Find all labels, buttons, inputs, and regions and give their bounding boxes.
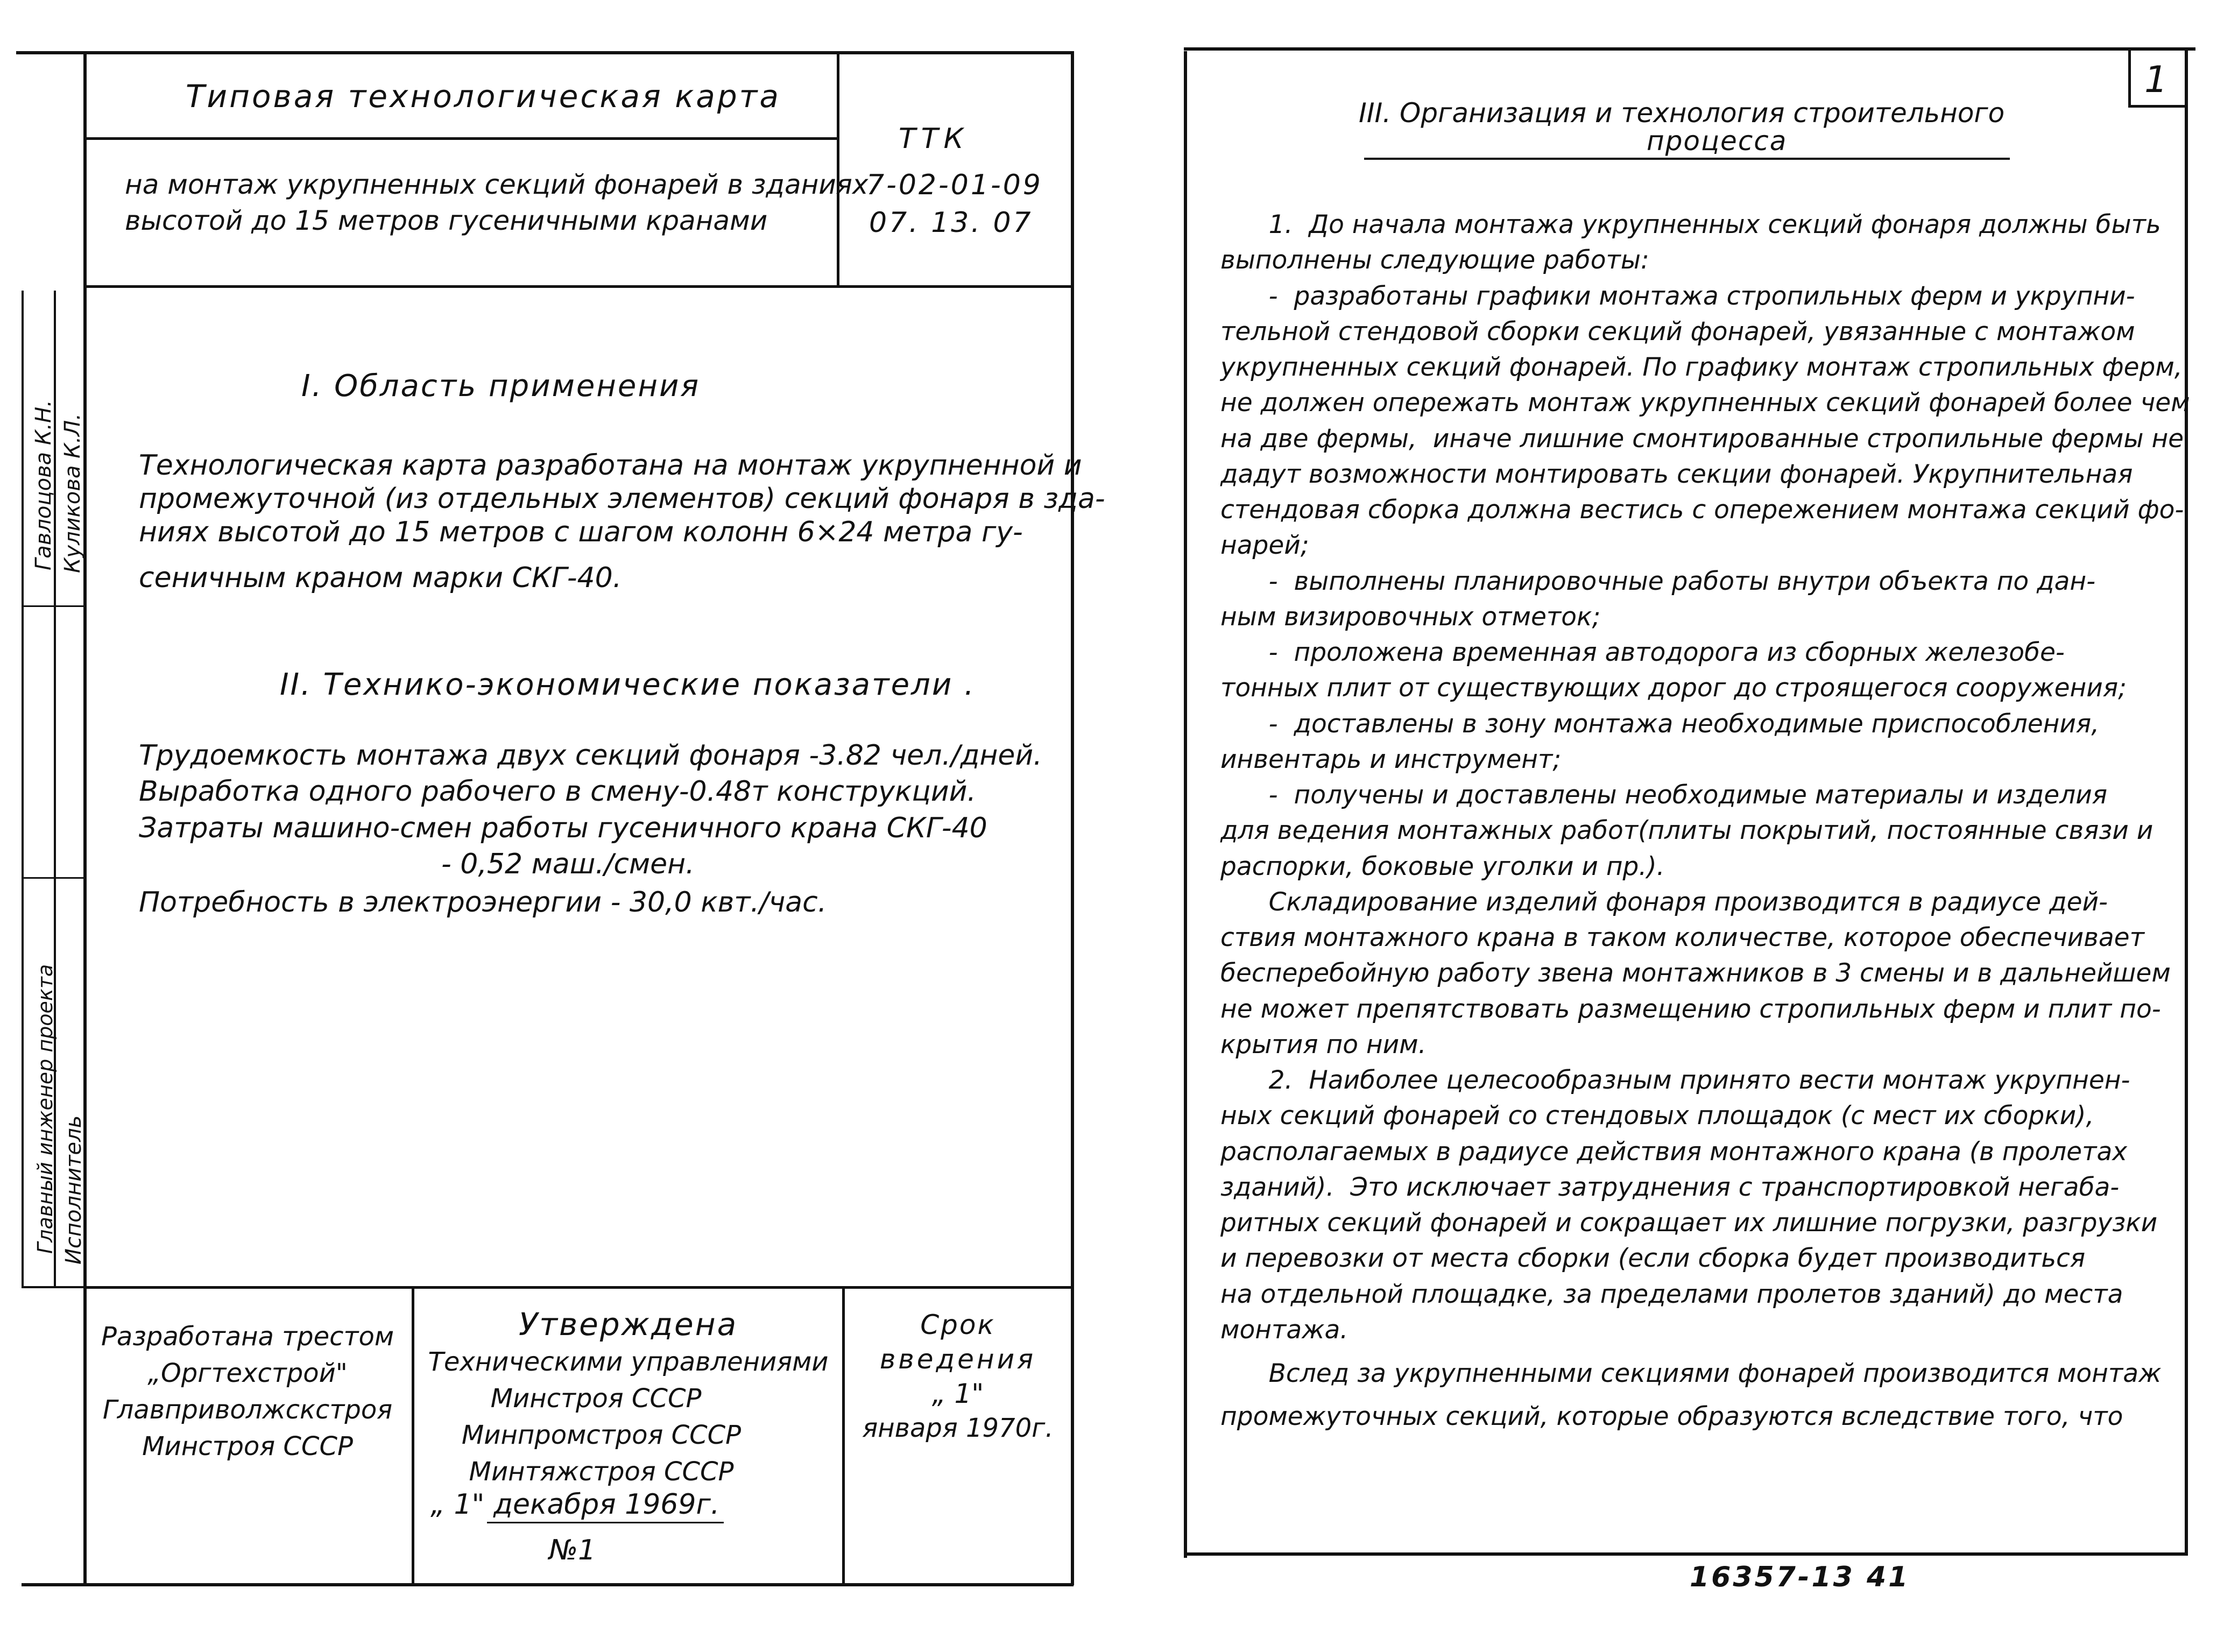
- body-line-26: ных секций фонарей со стендовых площадок (с мест их сборки),: [1220, 1101, 2094, 1131]
- developer-line-1: Разработана трестом: [101, 1322, 394, 1352]
- body-line-32: монтажа.: [1220, 1315, 1348, 1345]
- section-2-heading: II. Технико-экономические показатели .: [280, 667, 976, 702]
- body-line-31: на отдельной площадке, за пределами пролетов зданий) до места: [1220, 1280, 2123, 1309]
- approval-number: №1: [549, 1534, 596, 1566]
- left-frame-top: [16, 51, 1074, 54]
- section-1-line-2: промежуточной (из отдельных элементов) секций фонаря в зда-: [139, 483, 1105, 515]
- body-line-9: стендовая сборка должна вестись с опережением монтажа секций фо-: [1220, 495, 2184, 525]
- right-frame-top: [1184, 47, 2195, 51]
- stamp-chief-engineer: Главный инженер проекта: [33, 964, 57, 1254]
- term-line-1: Срок: [920, 1309, 995, 1340]
- subtitle-line-1: на монтаж укрупненных секций фонарей в зданиях: [125, 169, 869, 200]
- body-line-7: на две фермы, иначе лишние смонтированные стропильные фермы не: [1220, 424, 2184, 454]
- approval-title: Утверждена: [518, 1306, 738, 1343]
- footer-code: 16357-13 41: [1690, 1561, 1910, 1593]
- body-line-6: не должен опережать монтаж укрупненных секций фонарей более чем: [1220, 388, 2190, 418]
- approval-date: „ 1" декабря 1969г.: [430, 1488, 720, 1521]
- subtitle-line-2: высотой до 15 метров гусеничными кранами: [125, 205, 768, 236]
- body-line-10: нарей;: [1220, 531, 1309, 560]
- stamp-executor: Исполнитель: [61, 1115, 86, 1265]
- right-frame-left: [1184, 51, 1187, 1558]
- section-2-line-5: Потребность в электроэнергии - 30,0 квт./час.: [139, 886, 827, 919]
- term-line-3: „ 1": [931, 1378, 984, 1409]
- body-line-4: тельной стендовой сборки секций фонарей, увязанные с монтажом: [1220, 317, 2135, 347]
- body-line-8: дадут возможности монтировать секции фонарей. Укрупнительная: [1220, 460, 2133, 489]
- title-block-bottom: [85, 285, 1072, 288]
- left-frame-bottom: [22, 1583, 1074, 1586]
- page-number: 1: [2144, 59, 2168, 101]
- document-code-line-2: 07. 13. 07: [869, 207, 1033, 239]
- body-line-12: ным визировочных отметок;: [1220, 602, 1601, 632]
- approval-line-1: Техническими управлениями: [428, 1347, 829, 1377]
- approval-line-3: Минпромстроя СССР: [461, 1420, 742, 1450]
- body-line-11: - выполнены планировочные работы внутри объекта по дан-: [1220, 567, 2096, 596]
- body-line-33: Вслед за укрупненными секциями фонарей производится монтаж: [1220, 1359, 2162, 1388]
- body-line-3: - разработаны графики монтажа стропильных ферм и укрупни-: [1220, 281, 2135, 311]
- body-line-28: зданий). Это исключает затруднения с транспортировкой негаба-: [1220, 1173, 2120, 1202]
- section-2-line-4: - 0,52 маш./смен.: [139, 848, 695, 880]
- body-line-16: инвентарь и инструмент;: [1220, 745, 1562, 774]
- developer-line-2: „Оргтехстрой": [147, 1358, 348, 1388]
- section-1-line-4: сеничным краном марки СКГ-40.: [139, 562, 622, 594]
- body-line-20: Складирование изделий фонаря производится в радиусе дей-: [1220, 887, 2108, 917]
- section-1-heading: I. Область применения: [301, 369, 701, 404]
- term-line-2: введения: [879, 1344, 1036, 1375]
- approval-line-2: Минстроя СССР: [490, 1383, 702, 1414]
- stamp-divider-2: [22, 877, 85, 879]
- body-line-29: ритных секций фонарей и сокращает их лишние погрузки, разгрузки: [1220, 1208, 2158, 1238]
- developer-line-3: Главприволжскстроя: [102, 1395, 393, 1425]
- section-3-heading-line-1: III. Организация и технология строительного: [1359, 97, 2005, 129]
- body-line-19: распорки, боковые уголки и пр.).: [1220, 852, 1665, 881]
- section-3-heading-line-2: процесса: [1647, 125, 1788, 157]
- term-line-4: января 1970г.: [862, 1413, 1054, 1443]
- stamp-divider-3: [22, 1286, 85, 1288]
- approval-block: [414, 1305, 842, 1490]
- body-line-21: ствия монтажного крана в таком количестве, которое обеспечивает: [1220, 923, 2144, 952]
- body-line-17: - получены и доставлены необходимые материалы и изделия: [1220, 780, 2108, 810]
- right-frame-bottom: [1184, 1552, 2188, 1556]
- stamp-name-top: Гавлоцова К.Н.: [31, 400, 56, 570]
- body-line-23: не может препятствовать размещению стропильных ферм и плит по-: [1220, 994, 2161, 1024]
- body-line-25: 2. Наиболее целесообразным принято вести монтаж укрупнен-: [1220, 1065, 2130, 1095]
- section-2-line-2: Выработка одного рабочего в смену-0.48т конструкций.: [139, 775, 976, 808]
- section-1-line-3: ниях высотой до 15 метров с шагом колонн 6×24 метра гу-: [139, 516, 1023, 548]
- body-line-34: промежуточных секций, которые образуются вследствие того, что: [1220, 1402, 2123, 1431]
- approval-date-underline: [487, 1522, 724, 1523]
- section-3-heading-underline: [1364, 158, 2010, 160]
- body-line-1: 1. До начала монтажа укрупненных секций фонаря должны быть: [1220, 210, 2161, 239]
- section-2-line-1: Трудоемкость монтажа двух секций фонаря -3.82 чел./дней.: [139, 739, 1042, 772]
- body-line-5: укрупненных секций фонарей. По графику монтаж стропильных ферм,: [1220, 352, 2183, 382]
- body-line-13: - проложена временная автодорога из сборных железобе-: [1220, 638, 2065, 667]
- left-frame-right: [1071, 51, 1074, 1585]
- stamp-name-kulikova: Куликова К.Л.: [60, 413, 85, 573]
- term-block: [845, 1308, 1071, 1445]
- document-code-line-1: 7-02-01-09: [866, 169, 1043, 201]
- section-2-line-3: Затраты машино-смен работы гусеничного крана СКГ-40: [139, 812, 987, 844]
- body-line-18: для ведения монтажных работ(плиты покрытий, постоянные связи и: [1220, 816, 2154, 845]
- body-line-30: и перевозки от места сборки (если сборка будет производиться: [1220, 1244, 2086, 1273]
- title-divider: [85, 137, 838, 140]
- stamp-divider-1: [22, 605, 85, 607]
- title-text: Типовая технологическая карта: [186, 78, 781, 115]
- document-code-label: ТТК: [899, 123, 969, 155]
- body-line-24: крытия по ним.: [1220, 1030, 1427, 1060]
- developer-block: [86, 1318, 409, 1465]
- stamp-column-left: [22, 291, 24, 1286]
- footer-top-line: [85, 1286, 1072, 1289]
- body-line-2: выполнены следующие работы:: [1220, 245, 1649, 275]
- developer-line-4: Минстроя СССР: [142, 1431, 353, 1462]
- right-frame-right: [2185, 47, 2188, 1554]
- body-line-14: тонных плит от существующих дорог до строящегося сооружения;: [1220, 673, 2127, 703]
- body-line-27: располагаемых в радиусе действия монтажного крана (в пролетах: [1220, 1137, 2128, 1167]
- body-line-15: - доставлены в зону монтажа необходимые приспособления,: [1220, 709, 2100, 739]
- approval-line-4: Минтяжстроя СССР: [469, 1457, 734, 1487]
- body-line-22: бесперебойную работу звена монтажников в 3 смены и в дальнейшем: [1220, 958, 2171, 988]
- section-1-line-1: Технологическая карта разработана на монтаж укрупненной и: [139, 449, 1082, 482]
